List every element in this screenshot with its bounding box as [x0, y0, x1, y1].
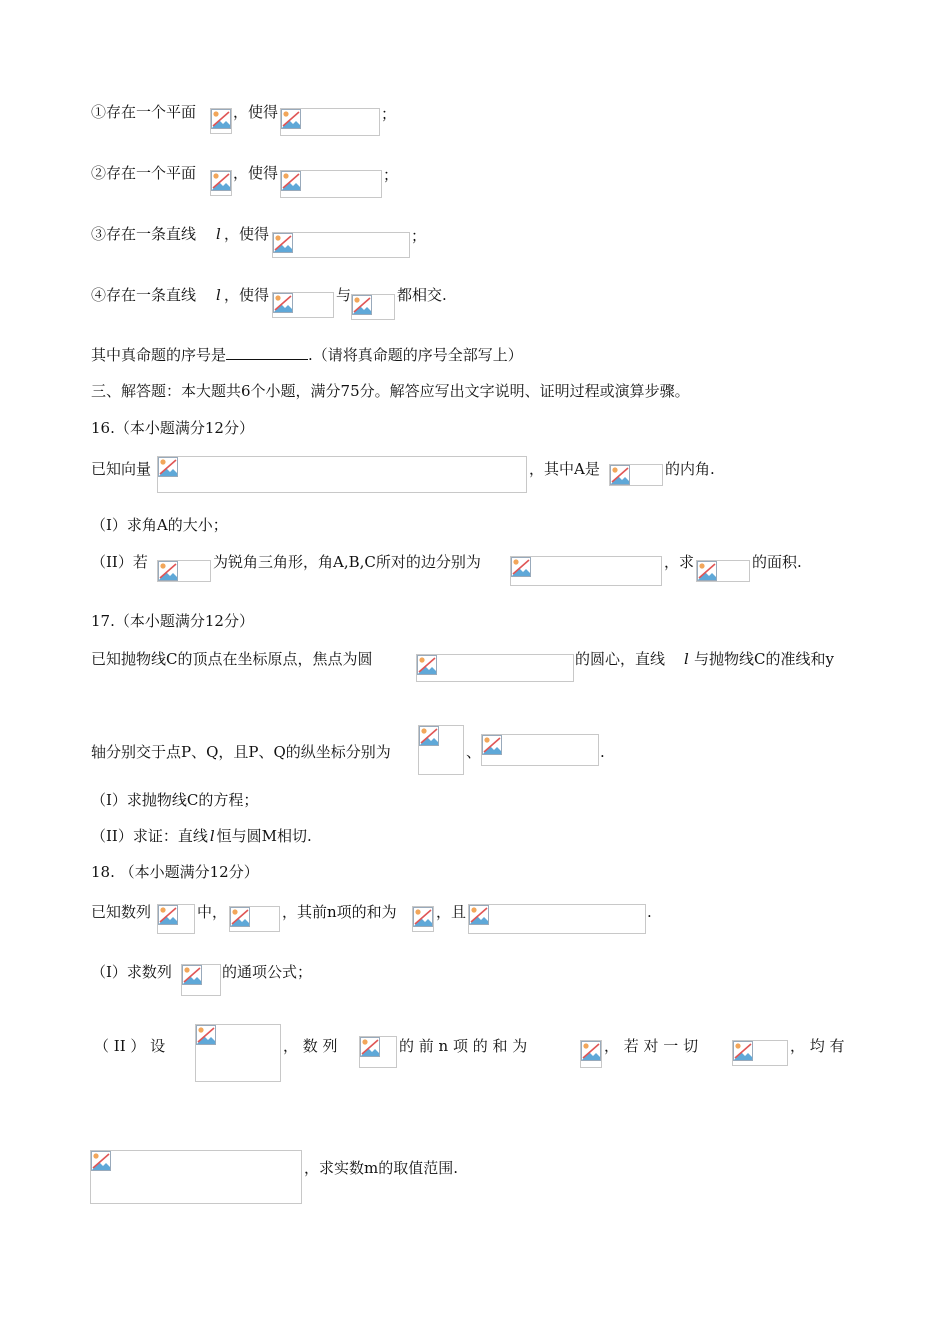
- broken-image-icon: [158, 561, 178, 581]
- q17-line1-pre: 已知抛物线C的顶点在坐标原点，焦点为圆: [91, 650, 373, 668]
- formula-image: [181, 964, 221, 996]
- answer-prompt: [91, 345, 523, 365]
- formula-image: [510, 556, 662, 586]
- q17-part1: （I）求抛物线C的方程；: [91, 791, 259, 809]
- q18-line1-end: .: [647, 903, 652, 921]
- broken-image-icon: [352, 295, 372, 315]
- formula-image: [732, 1040, 788, 1066]
- broken-image-icon: [697, 561, 717, 581]
- broken-image-icon: [482, 735, 502, 755]
- q18-line1-a: 中，: [197, 903, 228, 921]
- formula-image: [210, 108, 232, 134]
- broken-image-icon: [211, 109, 231, 129]
- q17-part2: [91, 826, 312, 846]
- q17-part2-pre: （II）求证：直线: [91, 827, 208, 845]
- broken-image-icon: [610, 465, 630, 485]
- formula-image: [229, 906, 280, 932]
- q16-part2-end: 的面积.: [752, 553, 802, 571]
- broken-image-icon: [417, 655, 437, 675]
- formula-image: [157, 904, 195, 934]
- q17-line2-end: .: [600, 743, 605, 761]
- q17-part2-end: 恒与圆M相切.: [216, 827, 312, 845]
- q18-part2-c: 的 前 n 项 的 和 为: [399, 1037, 528, 1055]
- broken-image-icon: [511, 557, 531, 577]
- broken-image-icon: [91, 1151, 111, 1171]
- q18-line1-pre: 已知数列: [91, 903, 152, 921]
- item-3-mid: ，使得: [224, 225, 270, 243]
- q16-header: 16.（本小题满分12分）: [91, 419, 254, 437]
- broken-image-icon: [158, 905, 178, 925]
- item-3-var: l: [216, 225, 221, 243]
- item-2-prefix: ②存在一个平面: [91, 164, 197, 182]
- answer-blank: [226, 345, 308, 360]
- q18-header: 18. （本小题满分12分）: [91, 863, 259, 881]
- formula-image: [580, 1040, 602, 1068]
- item-1-mid: ，使得: [233, 103, 279, 121]
- formula-image: [468, 904, 646, 934]
- formula-image: [157, 456, 527, 493]
- item-4-and: 与: [336, 286, 352, 304]
- q17-line1-end: 与抛物线C的准线和y: [694, 650, 834, 668]
- q16-line1-pre: 已知向量: [91, 460, 152, 478]
- q17-line1-mid: 的圆心，直线: [575, 650, 666, 668]
- item-4-var: l: [216, 286, 221, 304]
- formula-image: [416, 654, 574, 682]
- q18-part2-e: ， 均 有: [790, 1037, 845, 1055]
- broken-image-icon: [281, 109, 301, 129]
- q18-line1-b: ，其前n项的和为: [282, 903, 397, 921]
- answer-prompt-pre: 其中真命题的序号是: [91, 346, 227, 364]
- q16-line1-end: 的内角.: [665, 460, 715, 478]
- q18-line1-c: ，且: [436, 903, 467, 921]
- broken-image-icon: [196, 1025, 216, 1045]
- broken-image-icon: [273, 293, 293, 313]
- formula-image: [412, 906, 434, 932]
- item-2-end: ；: [383, 166, 399, 184]
- broken-image-icon: [733, 1041, 753, 1061]
- broken-image-icon: [419, 726, 439, 746]
- formula-image: [210, 170, 232, 196]
- formula-image: [280, 108, 380, 136]
- broken-image-icon: [360, 1037, 380, 1057]
- formula-image: [272, 232, 410, 258]
- item-1-end: ；: [381, 105, 397, 123]
- item-4-end: 都相交.: [397, 286, 447, 304]
- formula-image: [272, 292, 334, 318]
- broken-image-icon: [273, 233, 293, 253]
- q17-line2-sep: 、: [466, 743, 482, 761]
- formula-image: [351, 294, 395, 320]
- broken-image-icon: [413, 907, 433, 927]
- broken-image-icon: [182, 965, 202, 985]
- q16-part2-mid: 为锐角三角形，角A,B,C所对的边分别为: [213, 553, 481, 571]
- item-3-prefix: ③存在一条直线: [91, 225, 197, 243]
- q18-part2-d: ， 若 对 一 切: [604, 1037, 699, 1055]
- broken-image-icon: [230, 907, 250, 927]
- q17-header: 17.（本小题满分12分）: [91, 612, 254, 630]
- q18-last-line: ，求实数m的取值范围.: [304, 1159, 458, 1177]
- item-1-prefix: ①存在一个平面: [91, 103, 197, 121]
- q18-part1-pre: （I）求数列: [91, 963, 172, 981]
- section-heading: 三、解答题：本大题共6个小题，满分75分。解答应写出文字说明、证明过程或演算步骤。: [91, 382, 690, 400]
- item-2-mid: ，使得: [233, 164, 279, 182]
- broken-image-icon: [581, 1041, 601, 1061]
- broken-image-icon: [281, 171, 301, 191]
- formula-image: [359, 1036, 397, 1068]
- formula-image: [609, 464, 663, 486]
- q16-line1-mid: ，其中A是: [529, 460, 600, 478]
- q17-line1-var: l: [684, 650, 689, 668]
- q18-part1-end: 的通项公式；: [222, 963, 313, 981]
- q16-part2-mid2: ，求: [664, 553, 695, 571]
- q16-part2-pre: （II）若: [91, 553, 148, 571]
- formula-image: [696, 560, 750, 582]
- formula-image: [280, 170, 382, 198]
- q17-line2-pre: 轴分别交于点P、Q，且P、Q的纵坐标分别为: [91, 743, 391, 761]
- q18-part2-a: （ II ） 设: [94, 1037, 166, 1055]
- item-3-end: ；: [411, 227, 427, 245]
- answer-prompt-post: .（请将真命题的序号全部写上）: [308, 346, 523, 364]
- formula-image: [195, 1024, 281, 1082]
- q16-part1: （I）求角A的大小；: [91, 516, 228, 534]
- formula-image: [157, 560, 211, 582]
- broken-image-icon: [158, 457, 178, 477]
- item-4-prefix: ④存在一条直线: [91, 286, 197, 304]
- broken-image-icon: [469, 905, 489, 925]
- formula-image: [418, 725, 464, 775]
- q17-part2-var: l: [209, 827, 215, 845]
- formula-image: [481, 734, 599, 766]
- formula-image: [90, 1150, 302, 1204]
- q18-part2-b: ， 数 列: [283, 1037, 338, 1055]
- broken-image-icon: [211, 171, 231, 191]
- item-4-mid: ，使得: [224, 286, 270, 304]
